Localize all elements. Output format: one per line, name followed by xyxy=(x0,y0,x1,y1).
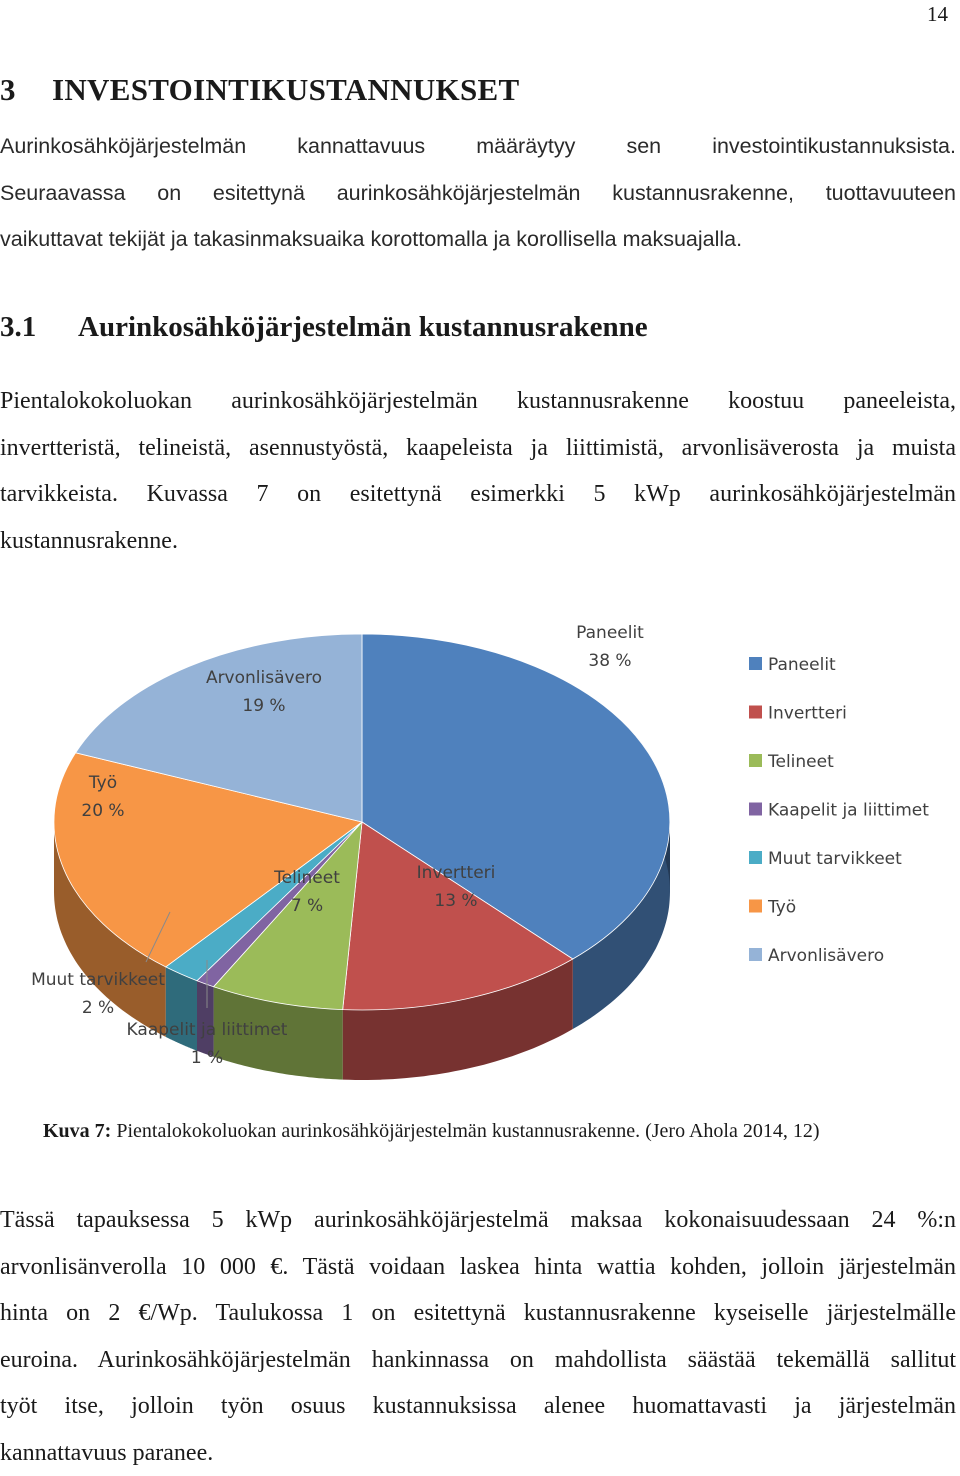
legend-item-arvonlis-vero: Arvonlisävero xyxy=(768,946,884,966)
paragraph-line: työt itse, jolloin työn osuus kustannuksissa alenee huomattavasti ja järjestelmän xyxy=(0,1383,956,1430)
legend-item-invertteri: Invertteri xyxy=(768,704,847,724)
slice-value-telineet: 7 % xyxy=(291,896,323,916)
slice-value-muut-tarvikkeet: 2 % xyxy=(82,998,114,1018)
legend-item-muut-tarvikkeet: Muut tarvikkeet xyxy=(768,849,902,869)
slice-value-ty: 20 % xyxy=(81,801,124,821)
legend-item-paneelit: Paneelit xyxy=(768,655,836,675)
intro-line: Aurinkosähköjärjestelmän kannattavuus määräytyy sen investointikustannuksista. xyxy=(0,123,956,170)
intro-line: Seuraavassa on esitettynä aurinkosähköjärjestelmän kustannusrakenne, tuottavuuteen xyxy=(0,170,956,217)
legend-swatch-muut-tarvikkeet xyxy=(749,851,762,864)
section-title: INVESTOINTIKUSTANNUKSET xyxy=(52,72,519,107)
figure-caption xyxy=(43,1120,820,1143)
legend-swatch-paneelit xyxy=(749,657,762,670)
paragraph-line: kannattavuus paranee. xyxy=(0,1430,956,1476)
paragraph-line: hinta on 2 €/Wp. Taulukossa 1 on esitettynä kustannusrakenne kyseiselle järjestelmälle xyxy=(0,1290,956,1337)
page-number: 14 xyxy=(927,2,948,27)
intro-line: vaikuttavat tekijät ja takasinmaksuaika korottomalla ja korollisella maksuajalla. xyxy=(0,216,956,263)
paragraph-line: tarvikkeista. Kuvassa 7 on esitettynä esimerkki 5 kWp aurinkosähköjärjestelmän xyxy=(0,471,956,518)
subsection-title: Aurinkosähköjärjestelmän kustannusrakenne xyxy=(78,311,648,343)
slice-label-paneelit: Paneelit xyxy=(576,623,644,643)
legend-swatch-kaapelit-ja-liittimet xyxy=(749,803,762,816)
paragraph-line: Tässä tapauksessa 5 kWp aurinkosähköjärjestelmä maksaa kokonaisuudessaan 24 %:n xyxy=(0,1197,956,1244)
legend-item-telineet: Telineet xyxy=(767,752,834,772)
pie-chart-svg xyxy=(0,600,960,1100)
slice-label-telineet: Telineet xyxy=(273,868,340,888)
paragraph-1 xyxy=(0,378,956,564)
slice-label-invertteri: Invertteri xyxy=(417,863,496,883)
legend-swatch-telineet xyxy=(749,754,762,767)
pie-legend xyxy=(749,655,929,966)
pie-top xyxy=(54,634,670,1010)
caption-text: Pientalokokoluokan aurinkosähköjärjestelmän kustannusrakenne. (Jero Ahola 2014, 12) xyxy=(116,1120,819,1142)
legend-item-kaapelit-ja-liittimet: Kaapelit ja liittimet xyxy=(768,801,929,821)
paragraph-line: Pientalokokoluokan aurinkosähköjärjestelmän kustannusrakenne koostuu paneeleista, xyxy=(0,378,956,425)
paragraph-line: invertteristä, telineistä, asennustyöstä, kaapeleista ja liittimistä, arvonlisäverosta ja muista xyxy=(0,425,956,472)
slice-label-ty: Työ xyxy=(88,773,117,793)
legend-swatch-arvonlis-vero xyxy=(749,948,762,961)
cost-structure-chart xyxy=(0,600,960,1100)
paragraph-line: arvonlisänverolla 10 000 €. Tästä voidaan laskea hinta wattia kohden, jolloin järjestelmän xyxy=(0,1244,956,1291)
section-number: 3 xyxy=(0,72,52,108)
slice-value-paneelit: 38 % xyxy=(588,651,631,671)
paragraph-line: kustannusrakenne. xyxy=(0,518,956,565)
section-heading xyxy=(0,72,519,108)
slice-label-arvonlis-vero: Arvonlisävero xyxy=(206,668,322,688)
caption-label: Kuva 7: xyxy=(43,1120,111,1142)
slice-value-kaapelit-ja-liittimet: 1 % xyxy=(191,1048,223,1068)
subsection-heading xyxy=(0,311,648,344)
slice-value-arvonlis-vero: 19 % xyxy=(242,696,285,716)
subsection-number: 3.1 xyxy=(0,311,78,344)
legend-item-ty: Työ xyxy=(767,898,796,918)
paragraph-2 xyxy=(0,1197,956,1476)
legend-swatch-invertteri xyxy=(749,706,762,719)
slice-label-kaapelit-ja-liittimet: Kaapelit ja liittimet xyxy=(127,1020,288,1040)
legend-swatch-ty xyxy=(749,900,762,913)
slice-value-invertteri: 13 % xyxy=(434,891,477,911)
intro-paragraph xyxy=(0,123,956,263)
slice-side-kaapelit-ja-liittimet xyxy=(197,981,214,1057)
slice-label-muut-tarvikkeet: Muut tarvikkeet xyxy=(31,970,165,990)
paragraph-line: euroina. Aurinkosähköjärjestelmän hankinnassa on mahdollista säästää tekemällä sallitut xyxy=(0,1337,956,1384)
